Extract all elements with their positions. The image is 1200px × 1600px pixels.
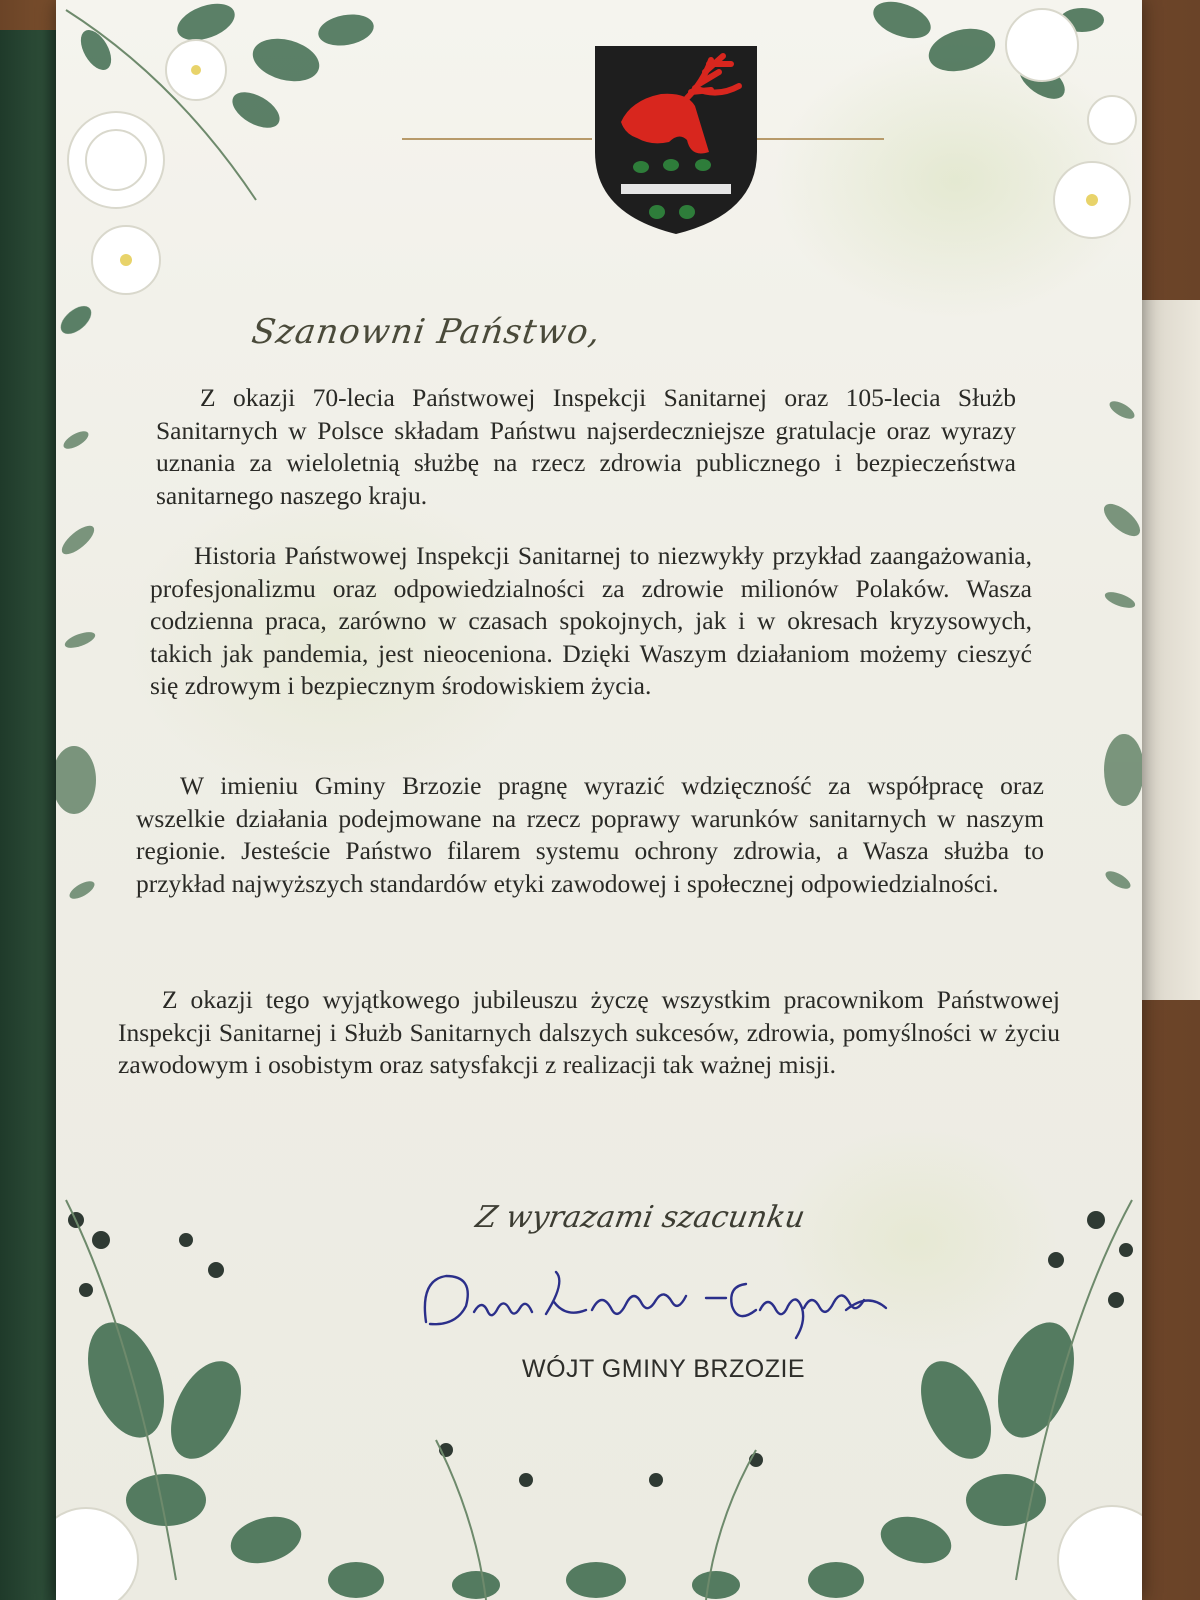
paragraph-4: Z okazji tego wyjątkowego jubileuszu życzę wszystkim pracownikom Państwowej Inspekcji Sanitarnej i Służb Sanitarnych dalszych sukcesów, zdrowia, pomyślności w życiu zawodowym i osobistym oraz satysfakcji z realizacji tak ważnej misji. bbox=[118, 985, 1060, 1079]
floral-border-bottom-icon bbox=[56, 1180, 1142, 1600]
salutation: Szanowni Państwo, bbox=[249, 312, 604, 352]
floral-corner-top-right-icon bbox=[842, 0, 1142, 320]
paragraph-1: Z okazji 70-lecia Państwowej Inspekcji Sanitarnej oraz 105-lecia Służb Sanitarnych w Polsce składam Państwu najserdeczniejsze gratulacje oraz wyrazy uznania za wieloletnią służbę na rzecz zdrowia publicznego i bezpieczeństwa sanitarnego naszego kraju. bbox=[156, 383, 1016, 510]
signer-title: WÓJT GMINY BRZOZIE bbox=[522, 1355, 806, 1383]
handwritten-signature bbox=[416, 1262, 896, 1342]
background-frame bbox=[1137, 300, 1200, 1000]
coat-of-arms-icon bbox=[591, 42, 761, 238]
letter-page bbox=[56, 0, 1142, 1600]
crest-divider-left bbox=[402, 138, 592, 140]
paragraph-2: Historia Państwowej Inspekcji Sanitarnej to niezwykły przykład zaangażowania, profesjonalizmu oraz odpowiedzialności za zdrowie milionów Polaków. Wasza codzienna praca, zarówno w czasach spokojnych, jak i w okresach kryzysowych, takich jak pandemia, jest nieoceniona. Dzięki Waszym działaniom możemy cieszyć się zdrowym i bezpiecznym środowiskiem życia. bbox=[150, 541, 1032, 700]
paragraph-3: W imieniu Gminy Brzozie pragnę wyrazić wdzięczność za współpracę oraz wszelkie działania podejmowane na rzecz poprawy warunków sanitarnych w naszym regionie. Jesteście Państwo filarem systemu ochrony zdrowia, a Wasza służba to przykład najwyższych standardów etyki zawodowej i społecznej odpowiedzialności. bbox=[136, 771, 1044, 898]
floral-corner-top-left-icon bbox=[56, 0, 396, 340]
floral-side-right-icon bbox=[1062, 380, 1142, 940]
closing-phrase: Z wyrazami szacunku bbox=[472, 1200, 808, 1235]
floral-side-left-icon bbox=[56, 420, 136, 940]
